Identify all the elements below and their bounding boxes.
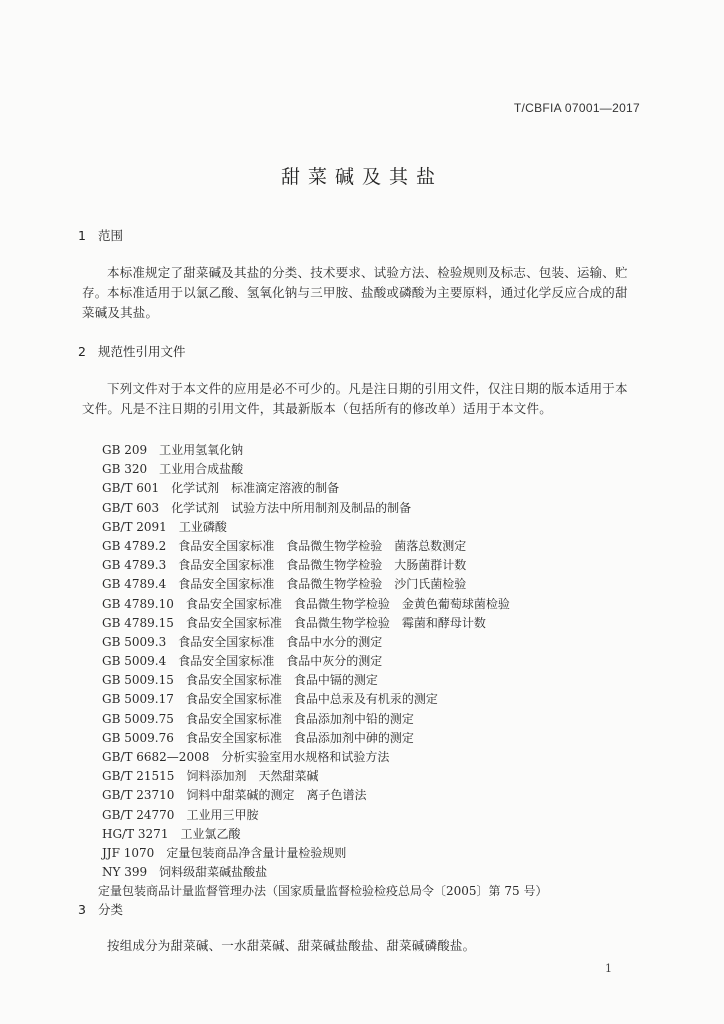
- reference-code: JJF 1070: [102, 845, 155, 860]
- reference-item: [102, 652, 547, 671]
- reference-item: [102, 767, 547, 786]
- reference-title: 工业用氢氧化钠: [159, 443, 244, 457]
- paragraph: 下列文件对于本文件的应用是必不可少的。凡是注日期的引用文件，仅注日期的版本适用于本文件。凡是不注日期的引用文件，其最新版本（包括所有的修改单）适用于本文件。: [82, 381, 628, 416]
- reference-title: 饲料添加剂 天然甜菜碱: [186, 769, 319, 784]
- section-number: 3: [78, 902, 86, 917]
- reference-code: GB/T 2091: [102, 519, 167, 534]
- reference-item: [102, 441, 547, 460]
- reference-item: [102, 460, 547, 479]
- reference-code: GB 5009.75: [102, 711, 174, 726]
- reference-title: 食品安全国家标准 食品中总汞及有机汞的测定: [185, 692, 438, 707]
- reference-item: [102, 863, 547, 882]
- section-title: 分类: [98, 902, 124, 917]
- reference-item: [102, 575, 547, 594]
- reference-list: [98, 441, 548, 902]
- reference-title: 饲料中甜菜碱的测定 离子色谱法: [186, 788, 367, 803]
- reference-code: GB 5009.4: [102, 654, 167, 669]
- reference-item: [102, 595, 547, 614]
- reference-item: [98, 882, 547, 901]
- standard-code: T/CBFIA 07001—2017: [513, 101, 640, 115]
- reference-title: 化学试剂 标准滴定溶液的制备: [171, 481, 340, 496]
- reference-title: 食品安全国家标准 食品中水分的测定: [178, 634, 383, 649]
- reference-title: 工业磷酸: [178, 519, 227, 534]
- reference-title: 定量包装商品净含量计量检验规则: [166, 845, 347, 860]
- reference-item: [102, 825, 547, 844]
- section-heading-scope: [78, 226, 123, 244]
- reference-code: GB/T 21515: [102, 769, 175, 784]
- reference-code: HG/T 3271: [102, 826, 169, 841]
- reference-code: GB/T 23710: [102, 788, 175, 803]
- reference-item: [102, 748, 547, 767]
- section-title: 范围: [98, 228, 124, 243]
- reference-item: [102, 499, 547, 518]
- reference-item: [102, 690, 547, 709]
- reference-code: GB 4789.15: [102, 615, 174, 630]
- reference-title: 食品安全国家标准 食品中镉的测定: [185, 673, 378, 688]
- reference-title: 定量包装商品计量监督管理办法（国家质量监督检验检疫总局令〔2005〕第 75 号）: [98, 884, 548, 899]
- reference-title: 分析实验室用水规格和试验方法: [221, 750, 390, 764]
- reference-item: [102, 786, 547, 805]
- reference-item: [102, 729, 547, 748]
- reference-code: GB 5009.15: [102, 673, 174, 688]
- reference-title: 工业用合成盐酸: [159, 462, 244, 477]
- reference-item: [102, 633, 547, 652]
- reference-code: GB 4789.2: [102, 538, 167, 553]
- reference-item: [102, 614, 547, 633]
- reference-title: 化学试剂 试验方法中所用制剂及制品的制备: [171, 500, 412, 515]
- reference-item: [102, 518, 547, 537]
- paragraph: 本标准适用于以氯乙酸、氢氧化钠与三甲胺、盐酸或磷酸为主要原料，通过化学反应合成的甜菜碱及其盐。: [82, 285, 628, 320]
- reference-code: GB 5009.76: [102, 730, 174, 745]
- reference-code: NY 399: [102, 865, 148, 880]
- reference-item: [102, 556, 547, 575]
- reference-title: 食品安全国家标准 食品微生物学检验 大肠菌群计数: [178, 558, 467, 573]
- reference-code: GB/T 603: [102, 500, 160, 515]
- reference-item: [102, 479, 547, 498]
- section-number: 1: [78, 228, 86, 243]
- section-heading-normative-references: [78, 342, 186, 360]
- reference-code: GB/T 24770: [102, 807, 175, 822]
- reference-item: [102, 806, 547, 825]
- reference-item: [102, 710, 547, 729]
- reference-code: GB 4789.3: [102, 558, 167, 573]
- reference-code: GB/T 6682—2008: [102, 750, 210, 764]
- section-title: 规范性引用文件: [98, 344, 186, 359]
- reference-item: [102, 537, 547, 556]
- section-heading-classification: [78, 900, 123, 918]
- reference-item: [102, 671, 547, 690]
- reference-code: GB 5009.17: [102, 692, 174, 707]
- reference-title: 食品安全国家标准 食品微生物学检验 沙门氏菌检验: [178, 577, 467, 592]
- reference-title: 食品安全国家标准 食品微生物学检验 金黄色葡萄球菌检验: [185, 596, 510, 611]
- reference-title: 饲料级甜菜碱盐酸盐: [159, 865, 268, 880]
- reference-code: GB 5009.3: [102, 634, 167, 649]
- reference-item: [102, 844, 547, 863]
- document-title: 甜菜碱及其盐: [280, 166, 443, 188]
- reference-title: 食品安全国家标准 食品中灰分的测定: [178, 654, 383, 669]
- reference-title: 食品安全国家标准 食品添加剂中砷的测定: [185, 730, 414, 745]
- page-number: 1: [605, 962, 612, 975]
- reference-title: 食品安全国家标准 食品添加剂中铅的测定: [185, 711, 414, 726]
- reference-code: GB 4789.10: [102, 596, 174, 611]
- reference-code: GB 4789.4: [102, 577, 167, 592]
- section-number: 2: [78, 344, 86, 359]
- reference-title: 工业用三甲胺: [186, 807, 259, 822]
- paragraph: 本标准规定了甜菜碱及其盐的分类、技术要求、试验方法、检验规则及标志、包装、运输、贮存。: [82, 265, 628, 300]
- paragraph: 按组成分为甜菜碱、一水甜菜碱、甜菜碱盐酸盐、甜菜碱磷酸盐。: [107, 938, 476, 953]
- reference-code: GB/T 601: [102, 481, 160, 496]
- reference-title: 食品安全国家标准 食品微生物学检验 菌落总数测定: [178, 538, 467, 553]
- reference-code: GB 209: [102, 443, 148, 457]
- reference-code: GB 320: [102, 462, 148, 477]
- reference-title: 工业氯乙酸: [180, 826, 241, 841]
- reference-title: 食品安全国家标准 食品微生物学检验 霉菌和酵母计数: [185, 615, 486, 630]
